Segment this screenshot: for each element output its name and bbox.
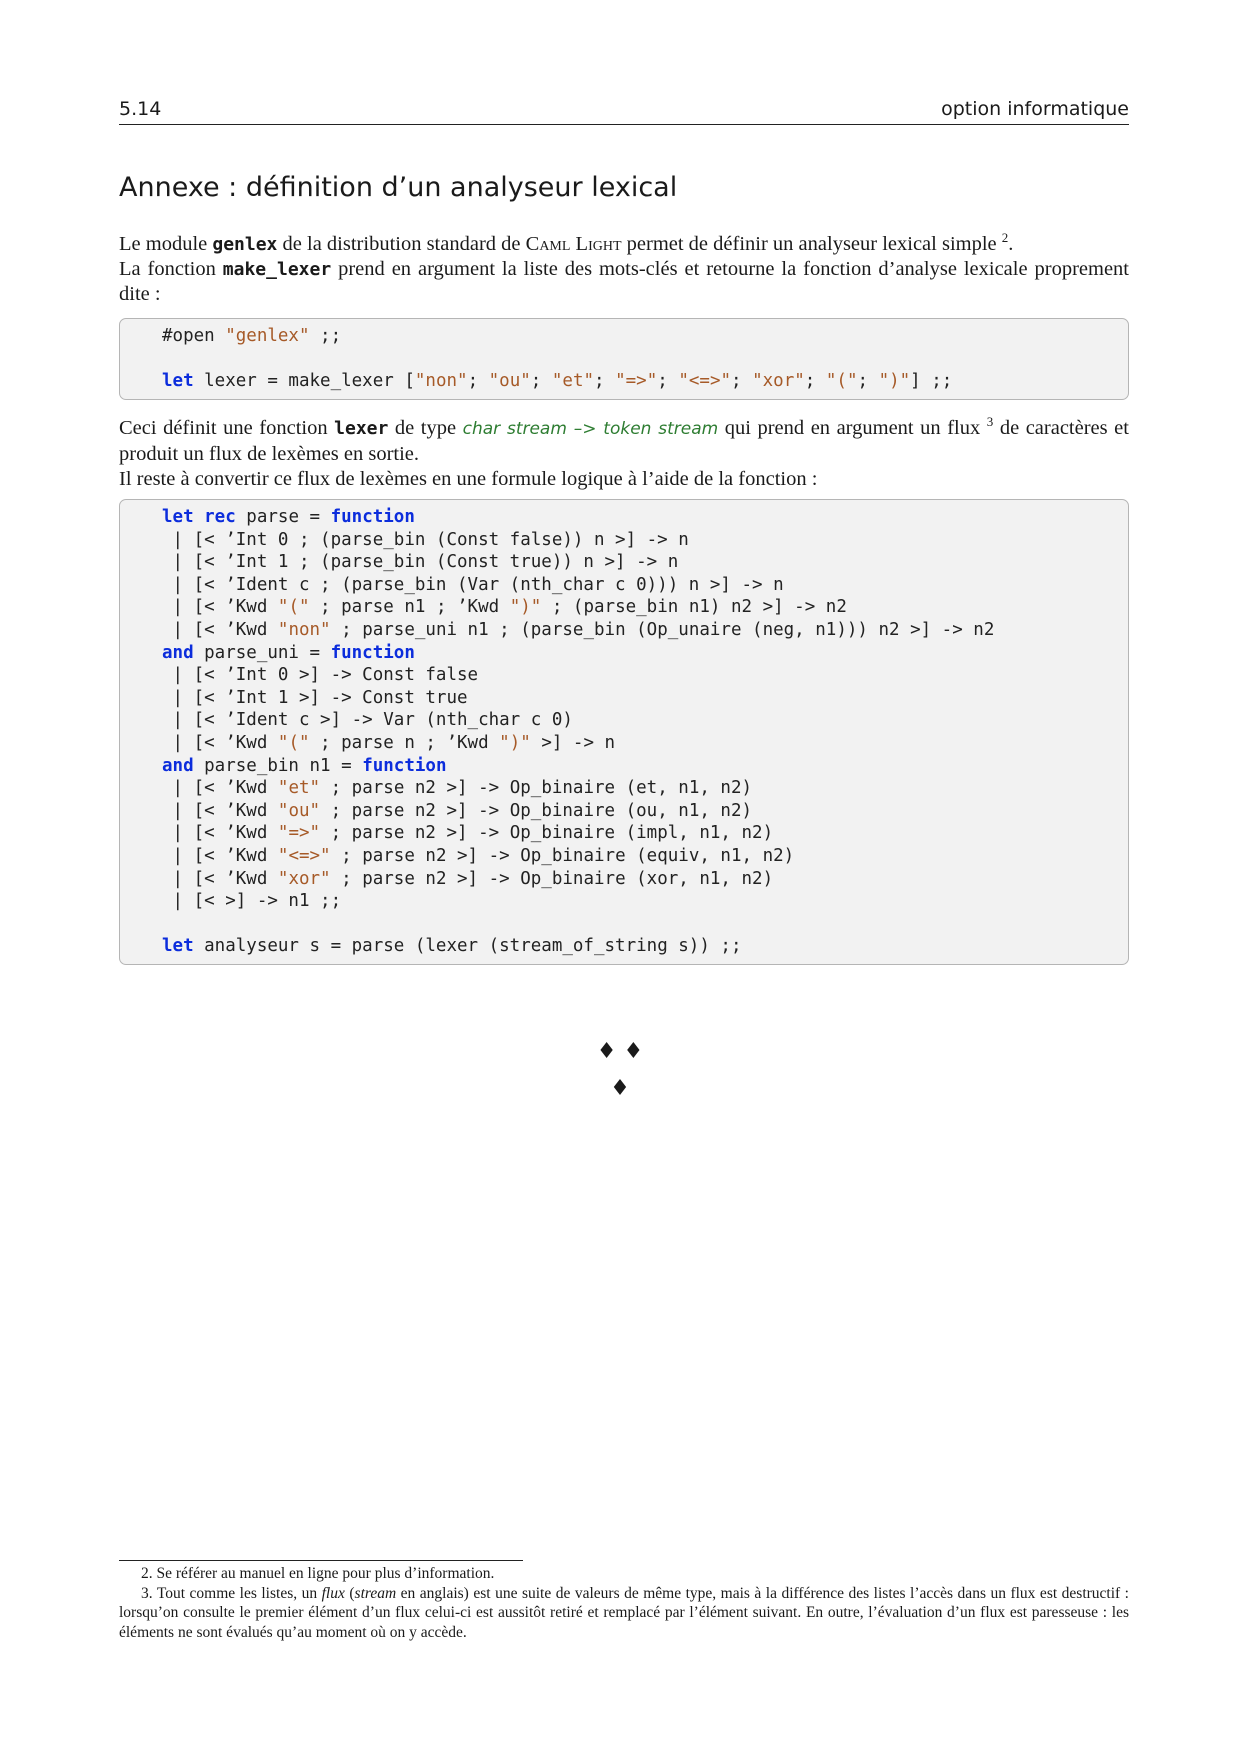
footnote-rule bbox=[119, 1560, 523, 1561]
code-line bbox=[162, 913, 1128, 936]
code-line: | [< ’Kwd "xor" ; parse n2 >] -> Op_binaire (xor, n1, n2) bbox=[162, 868, 774, 889]
code-line: | [< >] -> n1 ;; bbox=[162, 891, 342, 912]
code-line: | [< ’Kwd "non" ; parse_uni n1 ; (parse_bin (Op_unaire (neg, n1))) n2 >] -> n2 bbox=[162, 619, 995, 640]
code-block-parser bbox=[119, 499, 1129, 965]
code-line: | [< ’Kwd "=>" ; parse n2 >] -> Op_binaire (impl, n1, n2) bbox=[162, 823, 774, 844]
type-signature: char stream –> token stream bbox=[462, 419, 719, 439]
make-lexer-code: make_lexer bbox=[222, 259, 332, 280]
lexer-code: lexer bbox=[334, 418, 389, 439]
code-line: | [< ’Int 0 >] -> Const false bbox=[162, 665, 479, 686]
page-header bbox=[119, 96, 1129, 125]
genlex-code: genlex bbox=[212, 234, 278, 255]
code-line: let lexer = make_lexer ["non"; "ou"; "et"; "=>"; "<=>"; "xor"; "("; ")"] ;; bbox=[162, 371, 953, 392]
code-line: | [< ’Ident c >] -> Var (nth_char c 0) bbox=[162, 710, 573, 731]
code-line: | [< ’Int 0 ; (parse_bin (Const false)) n >] -> n bbox=[162, 529, 689, 550]
code-line: let rec parse = function bbox=[162, 507, 415, 527]
caml-light-name: Caml Light bbox=[525, 233, 622, 255]
intro-paragraph bbox=[119, 232, 1129, 307]
footnote-ref-3[interactable]: 3 bbox=[986, 414, 994, 430]
code-line: | [< ’Int 1 ; (parse_bin (Const true)) n >] -> n bbox=[162, 552, 679, 573]
intro-line-2: La fonction make_lexer prend en argument la liste des mots-clés et retourne la fonction d’analyse lexicale proprement dite : bbox=[119, 258, 1129, 305]
intro-line-1: Le module genlex de la distribution standard de Caml Light permet de définir un analyseur lexical simple $^2$. bbox=[119, 230, 1014, 255]
code-line: | [< ’Ident c ; (parse_bin (Var (nth_char c 0))) n >] -> n bbox=[162, 574, 784, 595]
code-line: | [< ’Kwd "(" ; parse n1 ; ’Kwd ")" ; (parse_bin n1) n2 >] -> n2 bbox=[162, 597, 847, 618]
footnotes bbox=[119, 1564, 1129, 1642]
code-line: | [< ’Kwd "(" ; parse n ; ’Kwd ")" >] -> n bbox=[162, 732, 616, 753]
footnote-ref-2[interactable]: 2 bbox=[1001, 230, 1009, 246]
code-line: | [< ’Int 1 >] -> Const true bbox=[162, 687, 468, 708]
code-block-lexer bbox=[119, 318, 1129, 400]
section-heading: Annexe : définition d’un analyseur lexical bbox=[119, 172, 678, 203]
footnote-3: 3. Tout comme les listes, un flux (stream en anglais) est une suite de valeurs de même type, mais à la différence des listes l’accès dans un flux est destructif : lorsqu’on consulte le premier élément d’un flux celui-ci est aussitôt retiré et remplacé par l’élément suivant. En outre, l’évaluation d’un flux est paresseuse : les éléments ne sont évalués qu’au moment où on y accède. bbox=[119, 1584, 1129, 1641]
code-line: | [< ’Kwd "<=>" ; parse n2 >] -> Op_binaire (equiv, n1, n2) bbox=[162, 845, 795, 866]
middle-paragraph bbox=[119, 416, 1129, 492]
page-number: 5.14 bbox=[119, 98, 162, 120]
code-line: | [< ’Kwd "ou" ; parse n2 >] -> Op_binaire (ou, n1, n2) bbox=[162, 800, 753, 821]
dinkus-top: ♦ ♦ bbox=[596, 1039, 644, 1064]
code-line: let analyseur s = parse (lexer (stream_of_string s)) ;; bbox=[162, 936, 742, 957]
code-line: | [< ’Kwd "et" ; parse n2 >] -> Op_binaire (et, n1, n2) bbox=[162, 778, 753, 799]
footnote-2: 2. Se référer au manuel en ligne pour plus d’information. bbox=[141, 1565, 495, 1582]
dinkus-bottom: ♦ bbox=[610, 1076, 630, 1101]
middle-line-1: Ceci définit une fonction lexer de type char stream –> token stream qui prend en argument un flux $^3$ de caractères et produit un flux de lexèmes en sortie. bbox=[119, 414, 1129, 465]
code-line: and parse_uni = function bbox=[162, 642, 415, 663]
code-line: and parse_bin n1 = function bbox=[162, 755, 447, 776]
code-line bbox=[162, 348, 1128, 371]
middle-line-2: Il reste à convertir ce flux de lexèmes en une formule logique à l’aide de la fonction : bbox=[119, 468, 818, 490]
section-title: option informatique bbox=[941, 98, 1129, 120]
code-line: #open "genlex" ;; bbox=[162, 326, 342, 346]
